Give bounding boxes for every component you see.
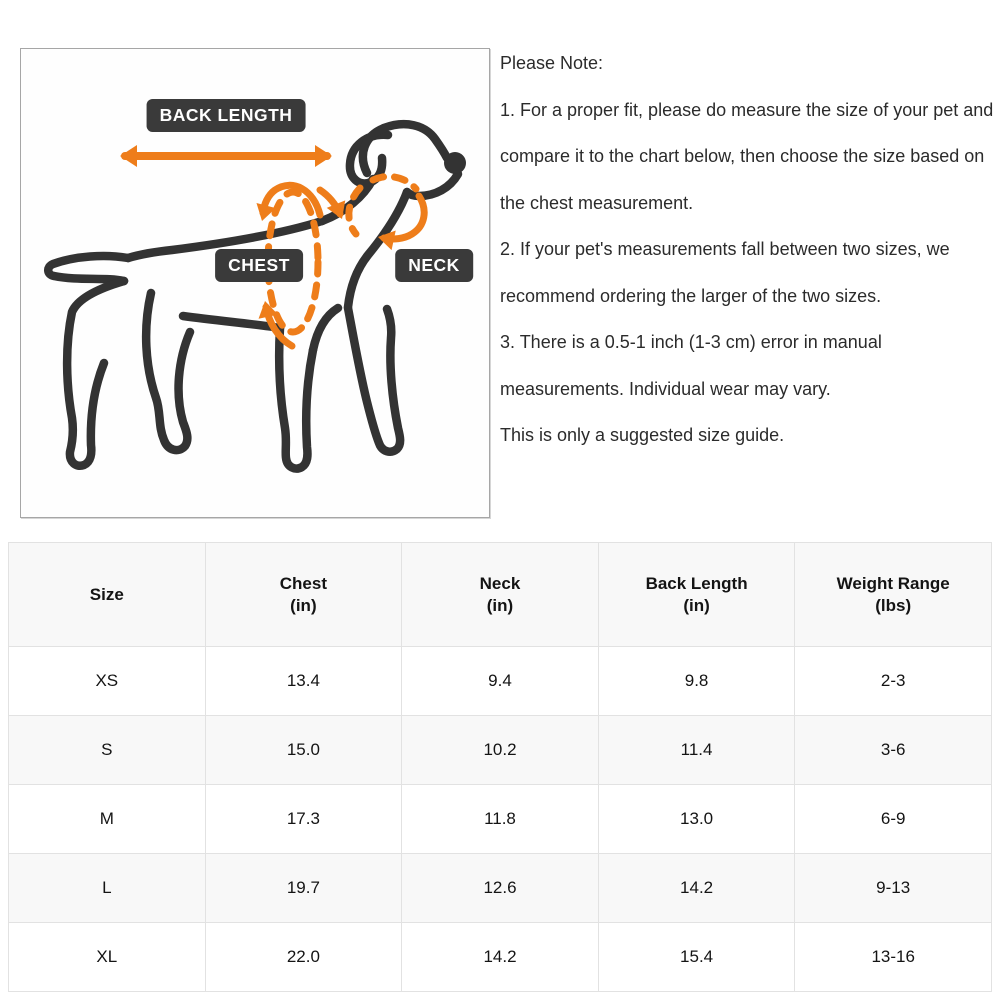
cell-back-length: 13.0 [598, 785, 795, 854]
cell-size: S [9, 716, 206, 785]
cell-neck: 12.6 [402, 854, 599, 923]
cell-chest: 22.0 [205, 923, 402, 992]
cell-chest: 17.3 [205, 785, 402, 854]
table-row-l [9, 854, 992, 923]
neck-girth-dashed-arc [349, 188, 360, 234]
cell-weight: 13-16 [795, 923, 992, 992]
column-header-chest: Chest (in) [205, 543, 402, 647]
column-header-size: Size [9, 543, 206, 647]
cell-size: XS [9, 647, 206, 716]
cell-back-length: 14.2 [598, 854, 795, 923]
cell-size: M [9, 785, 206, 854]
back-length-label: BACK LENGTH [147, 99, 306, 132]
column-header-back-length: Back Length (in) [598, 543, 795, 647]
table-row-xl [9, 923, 992, 992]
cell-chest: 15.0 [205, 716, 402, 785]
cell-weight: 3-6 [795, 716, 992, 785]
column-header-weight-range: Weight Range (lbs) [795, 543, 992, 647]
note-item-4: This is only a suggested size guide. [500, 425, 785, 445]
cell-weight: 2-3 [795, 647, 992, 716]
cell-weight: 6-9 [795, 785, 992, 854]
table-row-s [9, 716, 992, 785]
table-row-m [9, 785, 992, 854]
dog-nose [444, 152, 466, 174]
note-item-1: 1. For a proper fit, please do measure the size of your pet and compare it to the chart below, then choose the size based on the chest measurement. [500, 99, 994, 213]
cell-back-length: 11.4 [598, 716, 795, 785]
cell-chest: 19.7 [205, 854, 402, 923]
notes-section [500, 40, 1000, 459]
table-row-xs [9, 647, 992, 716]
neck-label: NECK [395, 249, 473, 282]
header-row [9, 543, 992, 647]
cell-chest: 13.4 [205, 647, 402, 716]
dog-measurement-diagram [20, 48, 490, 518]
column-header-neck: Neck (in) [402, 543, 599, 647]
cell-weight: 9-13 [795, 854, 992, 923]
size-chart-table [8, 542, 992, 992]
cell-size: XL [9, 923, 206, 992]
size-chart-section [8, 542, 992, 992]
notes-title: Please Note: [500, 53, 604, 73]
cell-back-length: 9.8 [598, 647, 795, 716]
note-item-3: 3. There is a 0.5-1 inch (1-3 cm) error in manual measurements. Individual wear may vary. [500, 332, 882, 399]
cell-neck: 14.2 [402, 923, 599, 992]
chest-label: CHEST [215, 249, 303, 282]
note-item-2: 2. If your pet's measurements fall between two sizes, we recommend ordering the larger of the two sizes. [500, 239, 950, 306]
cell-neck: 11.8 [402, 785, 599, 854]
cell-neck: 10.2 [402, 716, 599, 785]
cell-back-length: 15.4 [598, 923, 795, 992]
cell-neck: 9.4 [402, 647, 599, 716]
cell-size: L [9, 854, 206, 923]
